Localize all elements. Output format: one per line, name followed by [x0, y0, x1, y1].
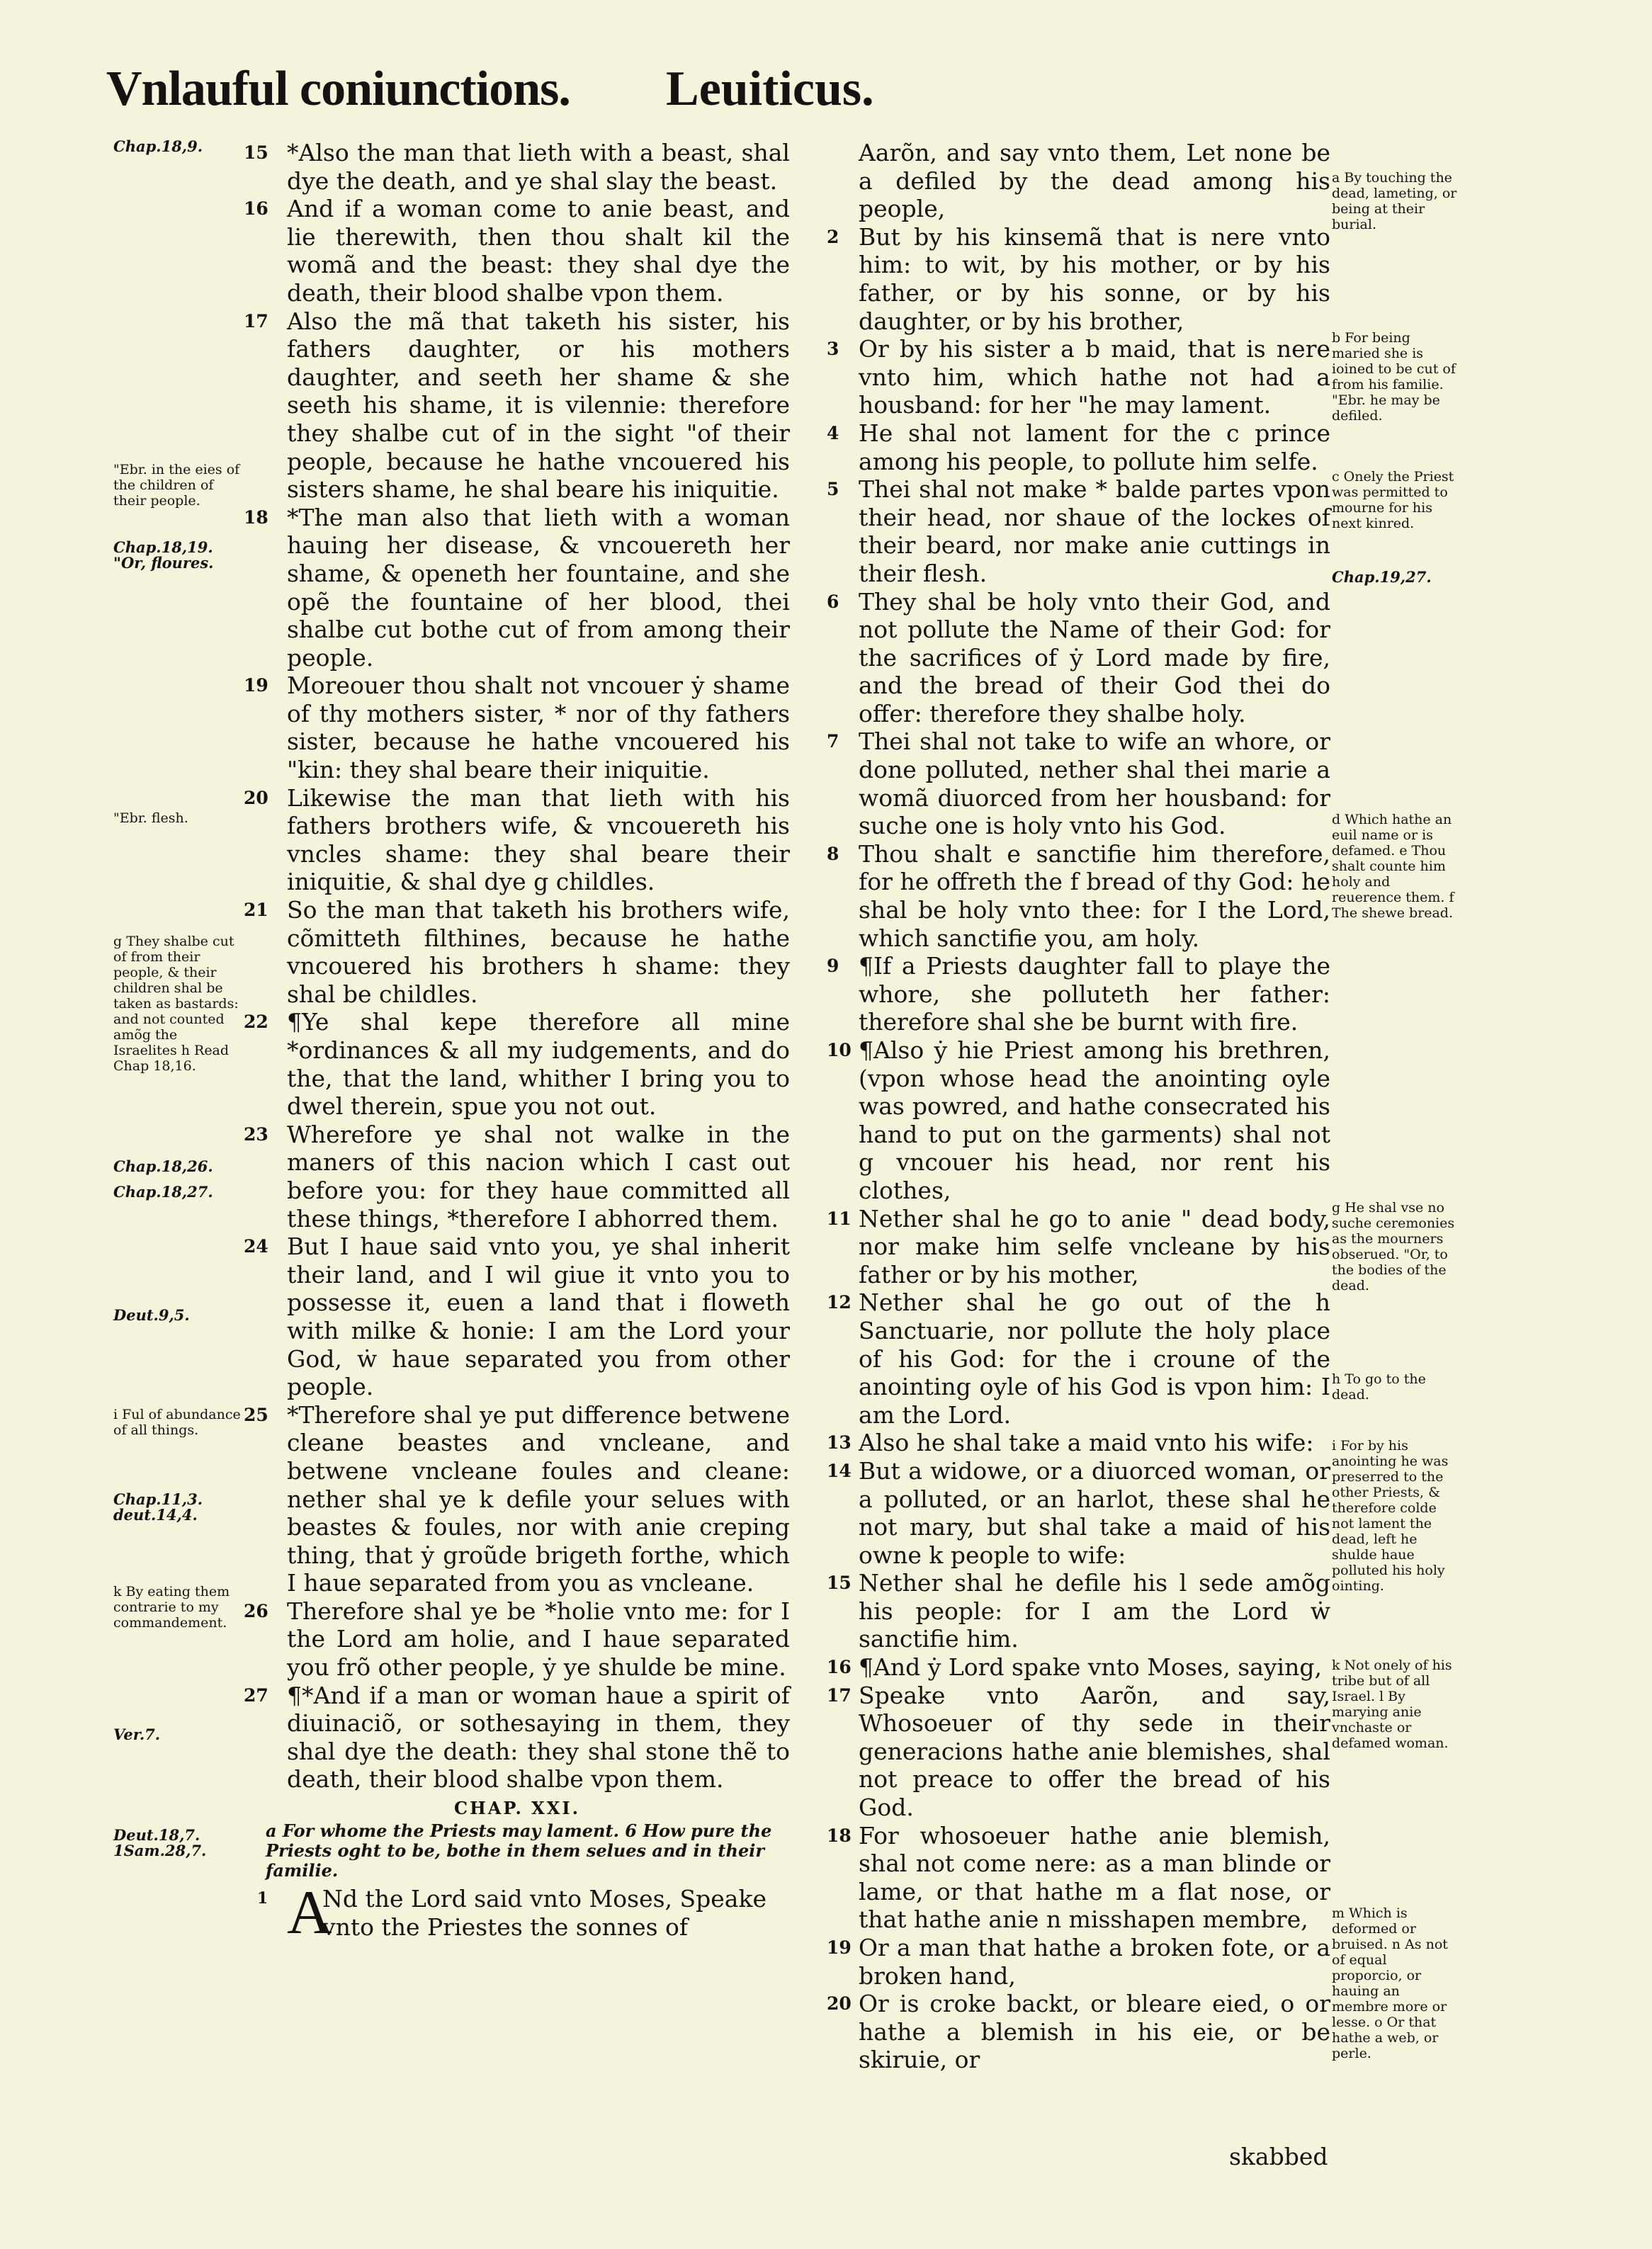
- verse: [827, 1569, 1330, 1653]
- margin-note: h To go to the dead.: [1332, 1371, 1426, 1403]
- right-text-column: [827, 139, 1330, 2074]
- verse-text: *Therefore shal ye put difference betwene cleane beastes and vncleane, and betwene vncleane foules and cleane: nether shal ye k defile your selues with beastes & foules, nor with anie creping thing, that ẏ groũde brigeth forthe, which I haue separated from you as vncleane.: [287, 1400, 790, 1597]
- verse-number: 20: [827, 1993, 852, 2015]
- margin-note: Deut.9,5.: [113, 1306, 190, 1324]
- verse: [827, 335, 1330, 419]
- verse-text: Aarõn, and say vnto them, Let none be a defiled by the dead among his people,: [859, 139, 1330, 223]
- verse-text: ¶If a Priests daughter fall to playe the whore, she polluteth her father: therefore shal she be burnt with fire.: [859, 952, 1330, 1036]
- header-book-title: Leuiticus.: [666, 62, 874, 116]
- verse: [827, 1205, 1330, 1289]
- verse-text: Or a man that hathe a broken fote, or a broken hand,: [859, 1934, 1330, 1990]
- margin-note: i Ful of abundance of all things.: [113, 1407, 241, 1438]
- verse-text: So the man that taketh his brothers wife, cõmitteth filthines, because he hathe vncouered his brothers h shame: they shal be childles.: [287, 896, 790, 1008]
- verse-number: 20: [244, 787, 268, 808]
- verse-text: But I haue said vnto you, ye shal inherit their land, and I wil giue it vnto you to possesse it, euen a land that i floweth with milke & honie: I am the Lord your God, ẇ haue separated you from other people.: [287, 1233, 790, 1401]
- catchword: skabbed: [1229, 2143, 1328, 2170]
- verse: [827, 1288, 1330, 1429]
- verse-text: For whosoeuer hathe anie blemish, shal not come nere: as a man blinde or lame, or that hathe m a flat nose, or that hathe anie n misshapen membre,: [859, 1821, 1330, 1934]
- verse-text: Moreouer thou shalt not vncouer ẏ shame of thy mothers sister, * nor of thy fathers sister, because he hathe vncouered his "kin: they shal beare their iniquitie.: [287, 672, 790, 784]
- verse: [827, 588, 1330, 728]
- bleed-through-shadow: [1558, 64, 1652, 2189]
- verse-number: 15: [827, 1573, 852, 1594]
- verse: [827, 727, 1330, 839]
- verse-number: 16: [244, 198, 268, 220]
- verse-text: Nether shal he go out of the h Sanctuarie, nor pollute the holy place of his God: for the i croune of the anointing oyle of his God is vpon him: I am the Lord.: [859, 1288, 1330, 1429]
- verse-number: 1: [257, 1889, 268, 1908]
- margin-note: "Ebr. flesh.: [113, 810, 188, 826]
- margin-note: k By eating them contrarie to my commandement.: [113, 1584, 230, 1631]
- margin-note: Chap.18,9.: [113, 137, 203, 155]
- verse: [827, 1457, 1330, 1569]
- verse: [244, 784, 790, 896]
- verse-number: 6: [827, 591, 839, 612]
- verse-number: 15: [244, 142, 268, 163]
- verse-number: 9: [827, 956, 839, 977]
- verse-text: Wherefore ye shal not walke in the maners of this nacion which I cast out before you: for they haue committed all these things, *therefore I abhorred them.: [287, 1120, 790, 1233]
- verse-number: 18: [827, 1825, 852, 1846]
- verse: [827, 139, 1330, 223]
- verse-text: ¶And ẏ Lord spake vnto Moses, saying,: [859, 1653, 1322, 1682]
- verse: [244, 896, 790, 1008]
- verse-number: 17: [827, 1684, 852, 1706]
- verse-number: 3: [827, 339, 839, 360]
- verse: [244, 1008, 790, 1120]
- verse-number: 13: [827, 1432, 852, 1454]
- verse: [827, 419, 1330, 475]
- margin-note: Chap.19,27.: [1332, 568, 1432, 586]
- margin-note: Deut.18,7. 1Sam.28,7.: [113, 1826, 207, 1859]
- verse-number: 7: [827, 731, 839, 752]
- verse-number: 25: [244, 1404, 268, 1425]
- verse-text: Also he shal take a maid vnto his wife:: [859, 1429, 1314, 1457]
- verse: [244, 1597, 790, 1682]
- verse-text: Thei shal not make * balde partes vpon their head, nor shaue of the lockes of their beard, nor make anie cuttings in their flesh.: [859, 475, 1330, 587]
- verse-number: 5: [827, 479, 839, 500]
- verse-number: 2: [827, 226, 839, 247]
- verse-text: ¶Also ẏ hie Priest among his brethren, (vpon whose head the anointing oyle was powred, and hathe consecrated his hand to put on the garments) shal not g vncouer his head, nor rent his clothes,: [859, 1036, 1330, 1204]
- verse: [244, 1401, 790, 1597]
- verse-text: Thei shal not take to wife an whore, or done polluted, nether shal thei marie a womã diuorced from her housband: for suche one is holy vnto his God.: [859, 727, 1330, 840]
- verse-number: 22: [244, 1012, 268, 1033]
- margin-note: Chap.18,19. "Or, floures.: [113, 538, 214, 572]
- verse-number: 21: [244, 900, 268, 921]
- verse-number: 19: [827, 1937, 852, 1958]
- verse-number: 16: [827, 1657, 852, 1678]
- verse-number: 26: [244, 1600, 268, 1621]
- margin-note: m Which is deformed or bruised. n As not of equal proporcio, or hauing an membre more or lesse. o Or that hathe a web, or perle.: [1332, 1905, 1448, 2061]
- verse: [244, 672, 790, 783]
- verse: [827, 1682, 1330, 1822]
- margin-note: k Not onely of his tribe but of all Israel. l By marying anie vnchaste or defamed woman.: [1332, 1658, 1452, 1751]
- left-text-column: [244, 139, 790, 1948]
- verse-number: 17: [244, 310, 268, 332]
- verse: [827, 1036, 1330, 1205]
- verse: [244, 195, 790, 307]
- margin-note: g They shalbe cut of from their people, & their children shal be taken as bastards: and not counted amõg the Israelites h Read Chap 18,16.: [113, 934, 239, 1074]
- margin-note: c Onely the Priest was permitted to mourne for his next kinred.: [1332, 469, 1454, 531]
- margin-note: Ver.7.: [113, 1726, 161, 1743]
- verse: [827, 1429, 1330, 1457]
- header-left-title: Vnlauful coniunctions.: [106, 62, 570, 116]
- verse-text: Thou shalt e sanctifie him therefore, for he offreth the f bread of thy God: he shal be holy vnto thee: for I the Lord, which sanctifie you, am holy.: [859, 839, 1330, 952]
- verse-number: 27: [244, 1684, 268, 1706]
- verse-text: But a widowe, or a diuorced woman, or a polluted, or an harlot, these shal he not mary, but shal take a maid of his owne k people to wife:: [859, 1456, 1330, 1569]
- verse-number: 24: [244, 1236, 268, 1257]
- verse: [827, 1934, 1330, 1990]
- verse-text: Nether shal he go to anie " dead body, nor make him selfe vncleane by his father or by his mother,: [859, 1204, 1330, 1288]
- margin-note: Chap.18,27.: [113, 1183, 213, 1201]
- verse-text: They shal be holy vnto their God, and not pollute the Name of their God: for the sacrifices of ẏ Lord made by fire, and the bread of their God thei do offer: therefore they shalbe holy.: [859, 587, 1330, 727]
- margin-note: Chap.18,26.: [113, 1157, 213, 1175]
- verse-text: ¶*And if a man or woman haue a spirit of diuinaciõ, or sothesaying in them, they shal dye the death: they shal stone thẽ to death, their blood shalbe vpon them.: [287, 1681, 790, 1794]
- verse: [244, 504, 790, 672]
- verse: [244, 1233, 790, 1401]
- verse-text: ¶Ye shal kepe therefore all mine *ordinances & all my iudgements, and do the, that the land, whither I bring you to dwel therein, spue you not out.: [287, 1008, 790, 1121]
- margin-note: d Which hathe an euil name or is defamed. e Thou shalt counte him holy and reuerence them. f The shewe bread.: [1332, 812, 1454, 921]
- chapter-heading: CHAP. XXI.: [453, 1798, 580, 1819]
- verse-text: Speake vnto Aarõn, and say, Whosoeuer of thy sede in their generacions hathe anie blemishes, shal not preace to offer the bread of his God.: [859, 1681, 1330, 1822]
- verse-text: *Also the man that lieth with a beast, shal dye the death, and ye shal slay the beast.: [287, 139, 790, 195]
- verse-number: 8: [827, 843, 839, 864]
- verse-number: 18: [244, 506, 268, 528]
- verse-text: *The man also that lieth with a woman hauing her disease, & vncouereth her shame, & openeth her fountaine, and she opẽ the fountaine of her blood, thei shalbe cut bothe cut of from among their people.: [287, 503, 790, 672]
- margin-note: g He shal vse no suche ceremonies as the mourners obserued. "Or, to the bodies of the dead.: [1332, 1200, 1455, 1293]
- verse: [827, 952, 1330, 1036]
- margin-note: Chap.11,3. deut.14,4.: [113, 1490, 203, 1524]
- margin-note: b For being maried she is ioined to be cut of from his familie. "Ebr. he may be defiled.: [1332, 330, 1456, 424]
- verse-number: 10: [827, 1040, 852, 1060]
- drop-capital: A: [287, 1879, 332, 1948]
- verse-number: 23: [244, 1123, 268, 1145]
- verse: [827, 1822, 1330, 1934]
- verse-text: Or by his sister a b maid, that is nere vnto him, which hathe not had a housband: for her "he may lament.: [859, 335, 1330, 419]
- verse-text: Nether shal he defile his l sede amõg his people: for I am the Lord ẇ sanctifie him.: [859, 1569, 1330, 1653]
- verse-text: Nd the Lord said vnto Moses, Speake vnto the Priestes the sonnes of: [322, 1885, 766, 1941]
- chapter-first-verse: [244, 1879, 790, 1948]
- margin-note: i For by his anointing he was preserred to the other Priests, & therefore colde not lament the dead, left he shulde haue polluted his holy ointing.: [1332, 1438, 1449, 1594]
- verse: [244, 1121, 790, 1233]
- verse-text: Likewise the man that lieth with his fathers brothers wife, & vncouereth his vncles shame: they shal beare their iniquitie, & shal dye g childles.: [287, 783, 790, 896]
- verse: [827, 475, 1330, 587]
- verse-text: Also the mã that taketh his sister, his fathers daughter, or his mothers daughter, and seeth her shame & she seeth his shame, it is vilennie: therefore they shalbe cut of in the sight "of their people, because he hathe vncouered his sisters shame, he shal beare his iniquitie.: [287, 307, 790, 504]
- margin-note: a By touching the dead, lameting, or being at their burial.: [1332, 170, 1457, 232]
- running-header: [106, 61, 886, 125]
- verse: [827, 1653, 1330, 1682]
- verse-text: He shal not lament for the c prince among his people, to pollute him selfe.: [859, 419, 1330, 475]
- verse-number: 11: [827, 1208, 852, 1229]
- verse-number: 4: [827, 422, 839, 443]
- chapter-summary: a For whome the Priests may lament. 6 How pure the Priests oght to be, bothe in them selues and in their familie.: [266, 1820, 772, 1881]
- verse: [244, 1682, 790, 1794]
- verse-number: 19: [244, 675, 268, 696]
- verse-text: And if a woman come to anie beast, and lie therewith, then thou shalt kil the womã and the beast: they shal dye the death, their blood shalbe vpon them.: [287, 195, 790, 307]
- verse-text: But by his kinsemã that is nere vnto him: to wit, by his mother, or by his father, or by his sonne, or by his daughter, or by his brother,: [859, 222, 1330, 335]
- verse-text: Or is croke backt, or bleare eied, o or hathe a blemish in his eie, or be skiruie, or: [859, 1990, 1330, 2074]
- verse-text: Therefore shal ye be *holie vnto me: for I the Lord am holie, and I haue separated you frõ other people, ẏ ye shulde be mine.: [287, 1597, 790, 1682]
- verse: [244, 307, 790, 504]
- verse-number: 12: [827, 1292, 852, 1313]
- verse: [827, 223, 1330, 335]
- verse: [244, 139, 790, 195]
- verse: [827, 840, 1330, 952]
- verse: [827, 1990, 1330, 2074]
- margin-note: "Ebr. in the eies of the children of their people.: [113, 462, 240, 509]
- verse-number: 14: [827, 1460, 852, 1481]
